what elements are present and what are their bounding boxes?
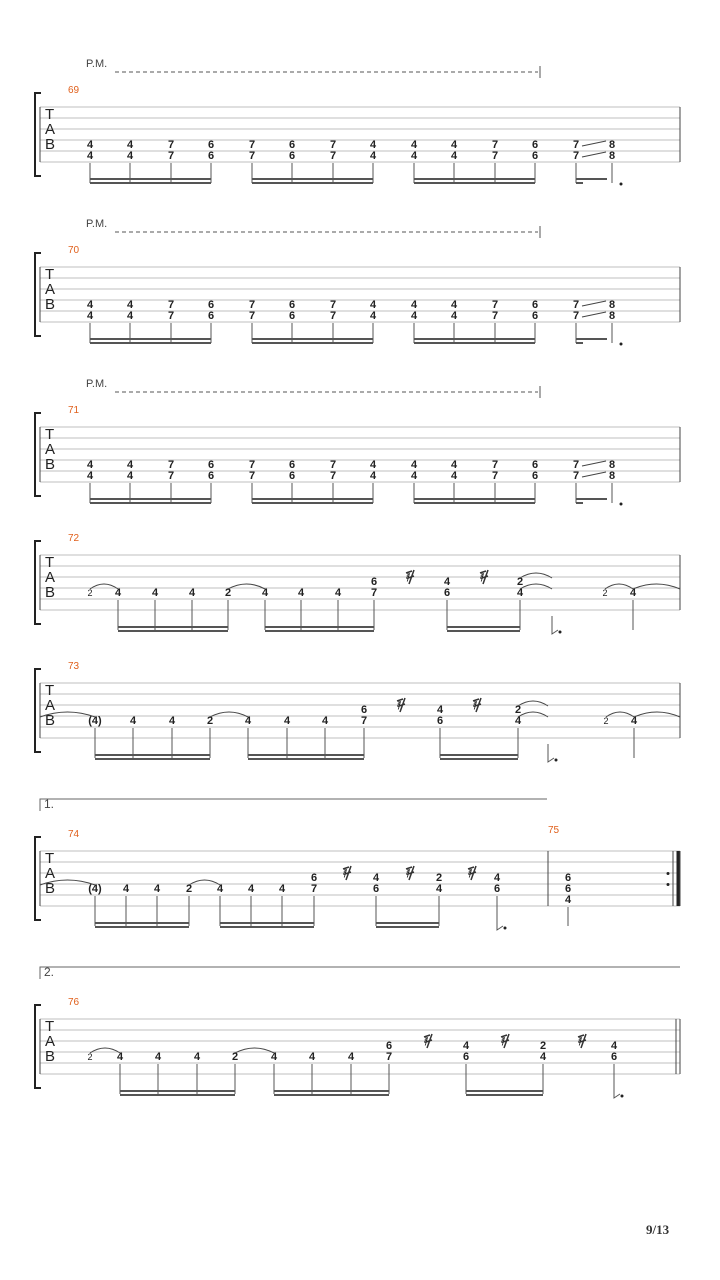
fret-number: 7: [329, 299, 337, 311]
fret-number: 7: [248, 470, 256, 482]
fret-number: 6: [493, 883, 501, 895]
fret-number: 7: [167, 139, 175, 151]
fret-number: 4: [86, 459, 94, 471]
fret-number: 2: [224, 587, 232, 599]
fret-number: 4: [493, 872, 501, 884]
volta-bracket: [40, 967, 680, 979]
fret-number: 7: [572, 299, 580, 311]
fret-number: 4: [122, 883, 130, 895]
tab-clef-letter: B: [45, 456, 56, 473]
fret-number: 7: [360, 715, 368, 727]
tab-clef-letter: B: [45, 136, 56, 153]
grace-fret-number: 2: [87, 1052, 93, 1062]
sixteenth-rest: 𝅀: [406, 868, 411, 880]
tab-clef-letter: T: [45, 426, 55, 443]
fret-number: 7: [329, 470, 337, 482]
tab-clef-letter: T: [45, 554, 55, 571]
fret-number: 4: [372, 872, 380, 884]
fret-number: 7: [572, 470, 580, 482]
fret-number: 4: [297, 587, 305, 599]
fret-number: (4): [88, 715, 102, 727]
fret-number: (4): [88, 883, 102, 895]
sixteenth-rest: 𝅀: [424, 1036, 429, 1048]
tab-clef-letter: A: [45, 1033, 56, 1050]
fret-number: 6: [531, 139, 539, 151]
fret-number: 7: [248, 459, 256, 471]
fret-number: 4: [539, 1051, 547, 1063]
fret-number: 7: [310, 883, 318, 895]
fret-number: 7: [491, 459, 499, 471]
fret-number: 7: [167, 150, 175, 162]
volta-label: 1.: [44, 797, 55, 811]
slide-line: [582, 312, 606, 317]
measure-number: 71: [68, 405, 80, 416]
fret-number: 4: [126, 299, 134, 311]
fret-number: 4: [410, 470, 418, 482]
fret-number: 7: [370, 587, 378, 599]
fret-number: 6: [207, 470, 215, 482]
fret-number: 4: [278, 883, 286, 895]
fret-number: 6: [531, 299, 539, 311]
fret-number: 6: [385, 1040, 393, 1052]
fret-number: 4: [126, 139, 134, 151]
fret-number: 6: [436, 715, 444, 727]
fret-number: 7: [385, 1051, 393, 1063]
fret-number: 7: [572, 139, 580, 151]
tab-clef-letter: B: [45, 1048, 56, 1065]
fret-number: 8: [608, 459, 616, 471]
fret-number: 4: [86, 139, 94, 151]
fret-number: 2: [231, 1051, 239, 1063]
slide-line: [582, 472, 606, 477]
sixteenth-rest: 𝅀: [501, 1036, 506, 1048]
fret-number: 7: [329, 150, 337, 162]
fret-number: 4: [450, 139, 458, 151]
fret-number: 4: [450, 310, 458, 322]
flagged-note: [548, 744, 554, 762]
dot: [504, 927, 507, 930]
tab-system-69: [35, 58, 680, 186]
fret-number: 7: [167, 299, 175, 311]
slide-line: [582, 141, 606, 146]
flagged-note: [552, 616, 558, 634]
fret-number: 4: [261, 587, 269, 599]
fret-number: 4: [86, 310, 94, 322]
fret-number: 4: [514, 715, 522, 727]
fret-number: 7: [572, 150, 580, 162]
fret-number: 6: [531, 310, 539, 322]
fret-number: 7: [572, 459, 580, 471]
fret-number: 7: [167, 470, 175, 482]
fret-number: 7: [491, 139, 499, 151]
fret-number: 7: [329, 139, 337, 151]
fret-number: 4: [369, 150, 377, 162]
measure-number: 75: [548, 825, 560, 836]
tab-system-70: [35, 218, 680, 346]
fret-number: 4: [188, 587, 196, 599]
grace-fret-number: 2: [602, 588, 608, 598]
grace-fret-number: 2: [87, 588, 93, 598]
fret-number: 7: [167, 310, 175, 322]
fret-number: 4: [369, 299, 377, 311]
fret-number: 4: [126, 310, 134, 322]
fret-number: 4: [629, 587, 637, 599]
fret-number: 4: [334, 587, 342, 599]
dot: [620, 503, 623, 506]
fret-number: 4: [126, 470, 134, 482]
fret-number: 6: [207, 459, 215, 471]
tab-clef-letter: T: [45, 1018, 55, 1035]
flagged-note: [497, 912, 503, 930]
fret-number: 4: [462, 1040, 470, 1052]
fret-number: 6: [370, 576, 378, 588]
fret-number: 6: [288, 150, 296, 162]
measure-number: 72: [68, 533, 80, 544]
fret-number: 4: [347, 1051, 355, 1063]
fret-number: 8: [608, 139, 616, 151]
fret-number: 6: [610, 1051, 618, 1063]
fret-number: 6: [360, 704, 368, 716]
grace-fret-number: 2: [603, 716, 609, 726]
fret-number: 6: [207, 299, 215, 311]
fret-number: 7: [329, 310, 337, 322]
fret-number: 6: [531, 470, 539, 482]
fret-number: 4: [270, 1051, 278, 1063]
repeat-dot: [667, 872, 670, 875]
fret-number: 8: [608, 150, 616, 162]
measure-number: 69: [68, 85, 80, 96]
sixteenth-rest: 𝅀: [343, 868, 348, 880]
notation-details-72: [90, 570, 680, 634]
tab-clef-letter: T: [45, 850, 55, 867]
tab-clef-letter: A: [45, 865, 56, 882]
fret-number: 4: [410, 150, 418, 162]
tab-clef-letter: A: [45, 441, 56, 458]
fret-number: 4: [369, 310, 377, 322]
fret-number: 7: [248, 310, 256, 322]
measure-number: 70: [68, 245, 80, 256]
tab-system-73: [35, 661, 680, 758]
fret-number: 6: [531, 150, 539, 162]
fret-number: 2: [206, 715, 214, 727]
palm-mute-label: P.M.: [86, 58, 108, 70]
fret-number: 7: [572, 310, 580, 322]
volta-bracket: [40, 799, 547, 811]
fret-number: 4: [151, 587, 159, 599]
fret-number: 6: [564, 883, 572, 895]
tab-system-76: [35, 965, 680, 1094]
fret-number: 7: [248, 299, 256, 311]
measure-number: 74: [68, 829, 80, 840]
slide-line: [582, 152, 606, 157]
sixteenth-rest: 𝅀: [397, 700, 402, 712]
palm-mute-label: P.M.: [86, 218, 108, 230]
fret-number: 4: [630, 715, 638, 727]
repeat-dot: [667, 883, 670, 886]
fret-number: 4: [153, 883, 161, 895]
fret-number: 2: [514, 704, 522, 716]
tab-clef-letter: B: [45, 712, 56, 729]
fret-number: 8: [608, 299, 616, 311]
fret-number: 6: [207, 310, 215, 322]
fret-number: 4: [114, 587, 122, 599]
fret-number: 4: [126, 150, 134, 162]
fret-number: 7: [248, 150, 256, 162]
tab-clef-letter: B: [45, 296, 56, 313]
fret-number: 7: [329, 459, 337, 471]
fret-number: 4: [610, 1040, 618, 1052]
fret-number: 2: [539, 1040, 547, 1052]
fret-number: 4: [244, 715, 252, 727]
tab-clef-letter: T: [45, 266, 55, 283]
fret-number: 4: [410, 310, 418, 322]
fret-number: 4: [369, 459, 377, 471]
fret-number: 6: [207, 139, 215, 151]
fret-number: 4: [369, 139, 377, 151]
tab-clef-letter: A: [45, 121, 56, 138]
fret-number: 4: [450, 470, 458, 482]
tab-clef-letter: A: [45, 697, 56, 714]
fret-number: 4: [86, 470, 94, 482]
fret-number: 4: [450, 299, 458, 311]
dot: [620, 343, 623, 346]
fret-number: 7: [167, 459, 175, 471]
fret-number: 4: [516, 587, 524, 599]
fret-number: 4: [321, 715, 329, 727]
slide-line: [582, 461, 606, 466]
fret-number: 4: [410, 459, 418, 471]
fret-number: 7: [491, 310, 499, 322]
fret-number: 4: [86, 150, 94, 162]
fret-number: 4: [193, 1051, 201, 1063]
slide-line: [582, 301, 606, 306]
fret-number: 4: [435, 883, 443, 895]
fret-number: 4: [308, 1051, 316, 1063]
dot: [621, 1095, 624, 1098]
tab-clef-letter: A: [45, 281, 56, 298]
tab-clef-letter: B: [45, 880, 56, 897]
fret-number: 6: [310, 872, 318, 884]
fret-number: 4: [450, 150, 458, 162]
fret-number: 6: [443, 587, 451, 599]
palm-mute-label: P.M.: [86, 378, 108, 390]
fret-number: 7: [491, 299, 499, 311]
fret-number: 6: [372, 883, 380, 895]
fret-number: 6: [288, 459, 296, 471]
measure-number: 73: [68, 661, 80, 672]
fret-number: 4: [126, 459, 134, 471]
fret-number: 8: [608, 470, 616, 482]
sixteenth-rest: 𝅀: [480, 572, 485, 584]
dot: [620, 183, 623, 186]
tab-system-74: [35, 797, 680, 926]
fret-number: 4: [283, 715, 291, 727]
fret-number: 6: [564, 872, 572, 884]
fret-number: 6: [288, 470, 296, 482]
fret-number: 2: [185, 883, 193, 895]
fret-number: 6: [288, 310, 296, 322]
fret-number: 4: [86, 299, 94, 311]
sixteenth-rest: 𝅀: [473, 700, 478, 712]
fret-number: 4: [168, 715, 176, 727]
tab-system-71: [35, 378, 680, 506]
fret-number: 6: [288, 299, 296, 311]
volta-label: 2.: [44, 965, 55, 979]
fret-number: 7: [248, 139, 256, 151]
flagged-note: [614, 1080, 620, 1098]
fret-number: 7: [491, 150, 499, 162]
dot: [559, 631, 562, 634]
tab-clef-letter: T: [45, 106, 55, 123]
tab-system-72: [35, 533, 680, 630]
tab-clef-letter: B: [45, 584, 56, 601]
sixteenth-rest: 𝅀: [468, 868, 473, 880]
fret-number: 4: [410, 139, 418, 151]
fret-number: 4: [369, 470, 377, 482]
page-number: 9/13: [646, 1222, 670, 1237]
fret-number: 4: [436, 704, 444, 716]
fret-number: 4: [116, 1051, 124, 1063]
fret-number: 6: [288, 139, 296, 151]
fret-number: 2: [516, 576, 524, 588]
fret-number: 4: [443, 576, 451, 588]
fret-number: 8: [608, 310, 616, 322]
fret-number: 4: [129, 715, 137, 727]
fret-number: 4: [410, 299, 418, 311]
fret-number: 6: [462, 1051, 470, 1063]
measure-number: 76: [68, 997, 80, 1008]
dot: [555, 759, 558, 762]
fret-number: 4: [247, 883, 255, 895]
sixteenth-rest: 𝅀: [578, 1036, 583, 1048]
fret-number: 7: [491, 470, 499, 482]
tab-clef-letter: T: [45, 682, 55, 699]
tab-clef-letter: A: [45, 569, 56, 586]
fret-number: 6: [531, 459, 539, 471]
fret-number: 4: [216, 883, 224, 895]
fret-number: 4: [564, 894, 572, 906]
fret-number: 2: [435, 872, 443, 884]
fret-number: 4: [154, 1051, 162, 1063]
fret-number: 4: [450, 459, 458, 471]
sixteenth-rest: 𝅀: [406, 572, 411, 584]
fret-number: 6: [207, 150, 215, 162]
